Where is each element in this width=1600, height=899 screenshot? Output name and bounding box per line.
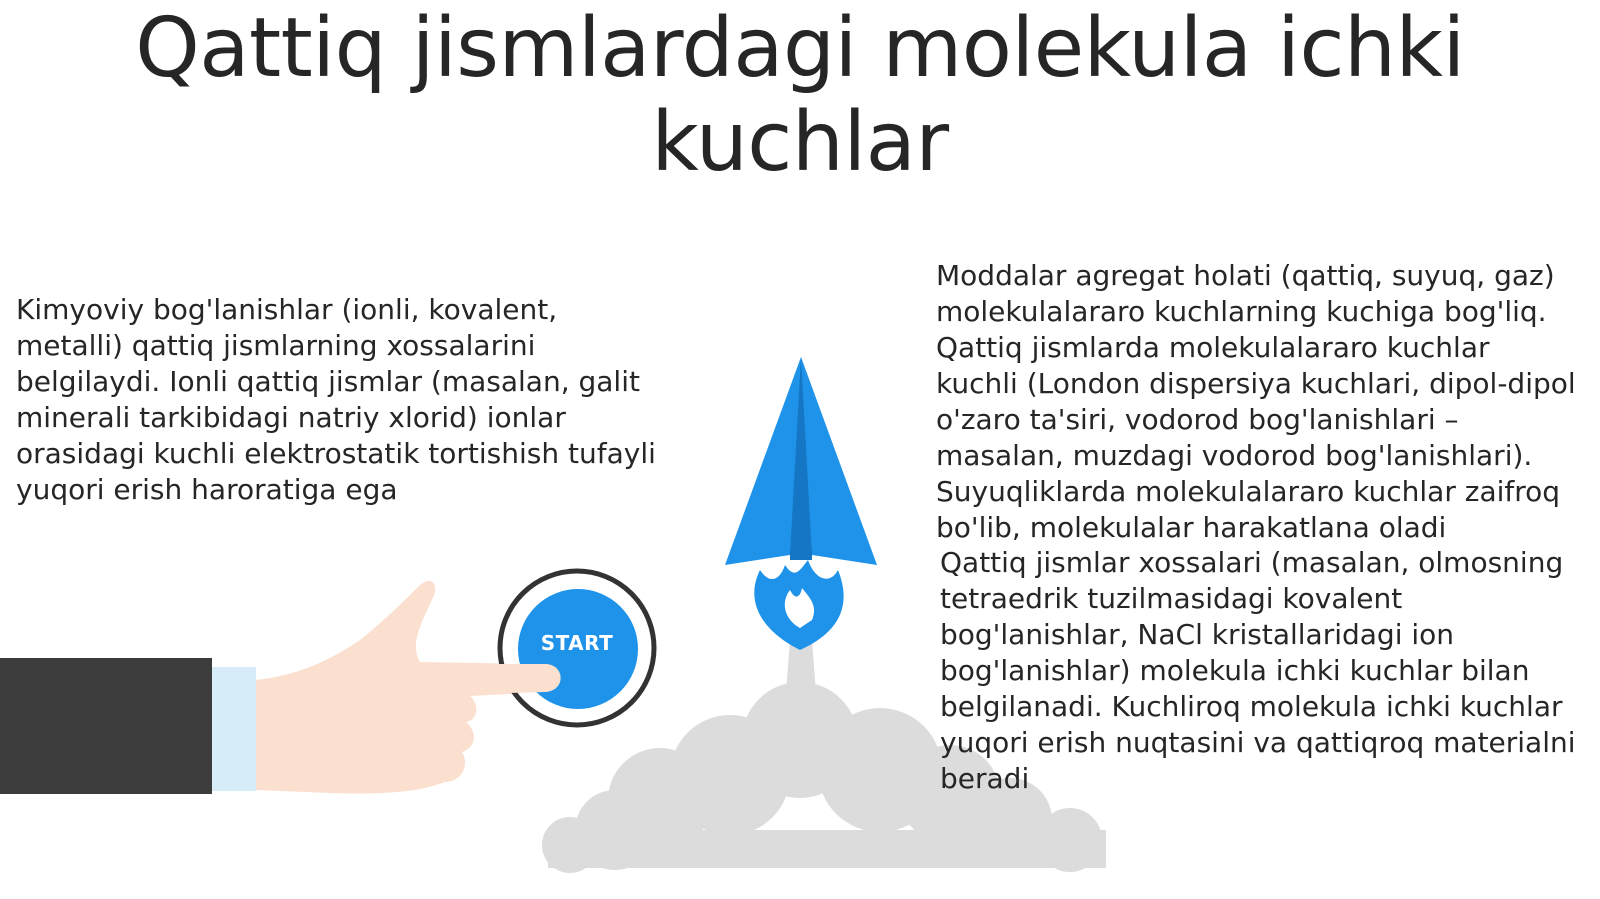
sleeve bbox=[0, 658, 212, 794]
sleeve-cuff bbox=[212, 667, 256, 791]
slide-title: Qattiq jismlardagi molekula ichki kuchlar bbox=[135, 1, 1465, 190]
start-button-label: START bbox=[540, 631, 614, 655]
right-paragraph-2: Qattiq jismlar xossalari (masalan, olmosning tetraedrik tuzilmasidagi kovalent bog'lanishlar, NaCl kristallaridagi ion bog'lanishlar) molekula ichki kuchlar bilan belgilanadi. Kuchliroq molekula ichki kuchlar yuqori erish nuqtasini va qattiqroq materialni beradi bbox=[940, 546, 1576, 795]
rocket-flame-icon bbox=[754, 560, 843, 650]
left-paragraph: Kimyoviy bog'lanishlar (ionli, kovalent, metalli) qattiq jismlarning xossalarini belgilaydi. Ionli qattiq jismlar (masalan, galit minerali tarkibidagi natriy xlorid) ionlar orasidagi kuchli elektrostatik tortishish tufayli yuqori erish haroratiga ega bbox=[16, 293, 656, 506]
right-paragraph-1: Moddalar agregat holati (qattiq, suyuq, gaz) molekulalararo kuchlarning kuchiga bog'liq. Qattiq jismlarda molekulalararo kuchlar kuchli (London dispersiya kuchlari, dipol-dipol o'zaro ta'siri, vodorod bog'lanishlari – masalan, muzdagi vodorod bog'lanishlari). Suyuqliklarda molekulalararo kuchlar zaifroq bo'lib, molekulalar harakatlana oladi bbox=[936, 259, 1576, 544]
paper-rocket-icon bbox=[725, 357, 877, 565]
